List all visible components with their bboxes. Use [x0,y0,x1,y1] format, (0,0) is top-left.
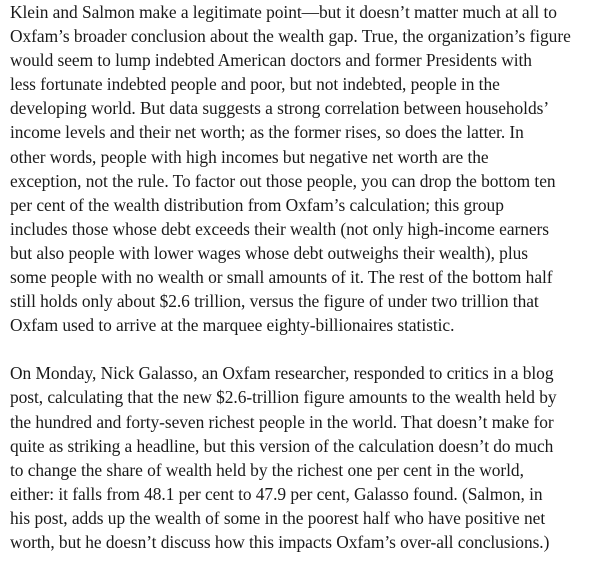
paragraph-1 [10,0,594,337]
text-line: Oxfam used to arrive at the marquee eighty-billionaires statistic. [10,315,455,336]
paragraph-2 [10,361,594,554]
text-line: exception, not the rule. To factor out those people, you can drop the bottom ten [10,170,556,191]
text-line: other words, people with high incomes but negative net worth are the [10,146,489,167]
article-body [10,0,594,554]
text-line: worth, but he doesn’t discuss how this impacts Oxfam’s over-all conclusions.) [10,531,550,552]
text-line: to change the share of wealth held by the richest one per cent in the world, [10,459,524,480]
text-line: some people with no wealth or small amounts of it. The rest of the bottom half [10,267,553,288]
text-line: On Monday, Nick Galasso, an Oxfam researcher, responded to critics in a blog [10,363,554,384]
text-line: his post, adds up the wealth of some in the poorest half who have positive net [10,507,546,528]
text-line: post, calculating that the new $2.6-trillion figure amounts to the wealth held by [10,387,557,408]
text-line: less fortunate indebted people and poor, but not indebted, people in the [10,74,500,95]
paragraph-spacer [10,337,594,361]
text-line: developing world. But data suggests a strong correlation between households’ [10,98,550,119]
text-line: includes those whose debt exceeds their wealth (not only high-income earners [10,218,550,239]
text-line: would seem to lump indebted American doctors and former Presidents with [10,50,532,71]
text-line: either: it falls from 48.1 per cent to 47.9 per cent, Galasso found. (Salmon, in [10,483,543,504]
text-line: Klein and Salmon make a legitimate point—but it doesn’t matter much at all to [10,2,557,22]
text-line: the hundred and forty-seven richest people in the world. That doesn’t make for [10,411,554,432]
text-line: but also people with lower wages whose debt outweighs their wealth), plus [10,242,528,263]
text-line: quite as striking a headline, but this version of the calculation doesn’t do much [10,435,554,456]
text-line: still holds only about $2.6 trillion, versus the figure of under two trillion that [10,291,539,312]
text-line: per cent of the wealth distribution from Oxfam’s calculation; this group [10,194,504,215]
text-line: income levels and their net worth; as the former rises, so does the latter. In [10,122,524,143]
text-line: Oxfam’s broader conclusion about the wealth gap. True, the organization’s figure [10,26,571,47]
